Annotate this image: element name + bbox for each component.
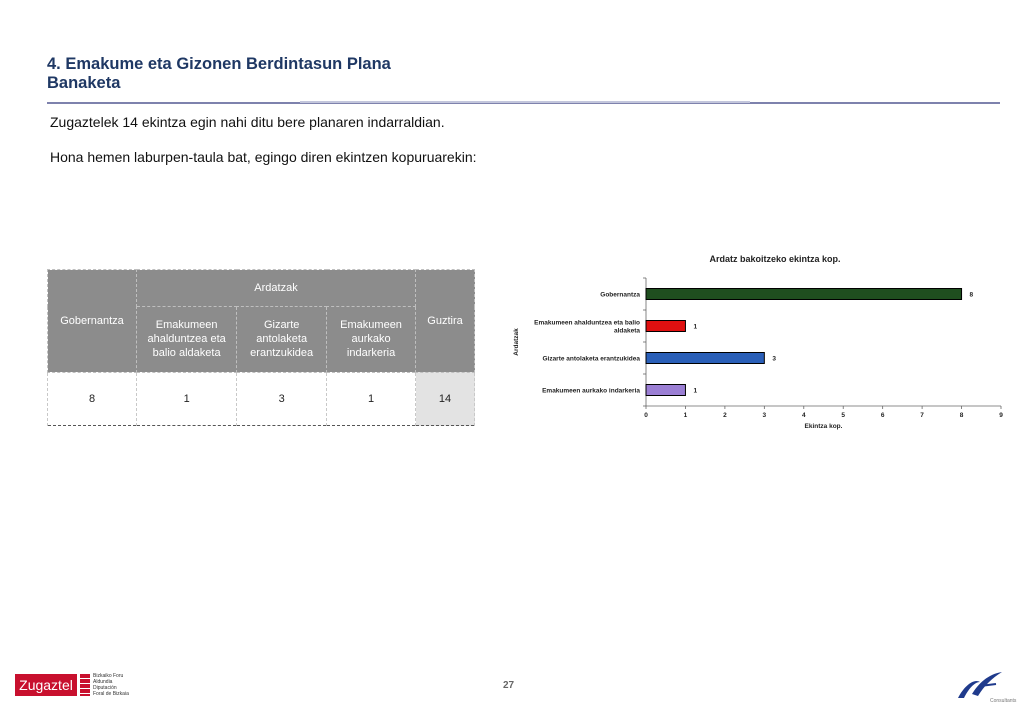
col-header-guztira: Guztira: [416, 270, 475, 373]
title-line-1: 4. Emakume eta Gizonen Berdintasun Plana: [47, 55, 391, 73]
x-tick-label: 8: [959, 412, 964, 419]
group-header-ardatzak: Ardatzak: [137, 270, 416, 307]
chart-title: Ardatz bakoitzeko ekintza kop.: [709, 254, 841, 264]
summary-paragraph: Hona hemen laburpen-taula bat, egingo diren ekintzen kopuruarekin:: [50, 149, 477, 165]
y-category-label: Gobernantza: [600, 291, 640, 299]
table-cell: 1: [327, 372, 416, 425]
bizkaia-emblem-icon: [80, 674, 90, 696]
zugaztel-logo: Zugaztel: [15, 674, 77, 696]
bizkaia-logo-text: Bizkaiko Foru Aldundia Diputación Foral de Bizkaia: [93, 673, 129, 697]
bar: [646, 289, 962, 300]
table-cell-total: 14: [416, 372, 475, 425]
x-tick-label: 9: [999, 412, 1003, 419]
actions-bar-chart: [505, 246, 1015, 436]
x-tick-label: 0: [644, 412, 648, 419]
consultants-label: Consultants: [990, 698, 1017, 704]
col-header-gizarte: Gizarte antolaketa erantzukidea: [237, 307, 327, 372]
table-cell: 1: [137, 372, 237, 425]
table-cell: 8: [48, 372, 137, 425]
bar-data-label: 1: [693, 387, 698, 395]
bar-data-label: 8: [969, 291, 974, 299]
bar: [646, 321, 685, 332]
title-line-2: Banaketa: [47, 74, 121, 92]
x-tick-label: 6: [880, 412, 885, 419]
bar-data-label: 1: [693, 323, 698, 331]
x-tick-label: 3: [762, 412, 767, 419]
page-title: [47, 55, 391, 93]
x-tick-label: 7: [920, 412, 924, 419]
y-axis-label: Ardatzak: [513, 328, 520, 356]
y-category-label: aldaketa: [613, 327, 640, 335]
x-tick-label: 1: [683, 412, 688, 419]
col-header-ahalduntzea: Emakumeen ahalduntzea eta balio aldaketa: [137, 307, 237, 372]
sf-consultants-logo: [950, 668, 1017, 704]
title-divider-highlight: [300, 101, 750, 103]
col-header-indarkeria: Emakumeen aurkako indarkeria: [327, 307, 416, 372]
x-axis-label: Ekintza kop.: [804, 423, 843, 430]
x-tick-label: 5: [841, 412, 846, 419]
intro-paragraph: Zugaztelek 14 ekintza egin nahi ditu bere planaren indarraldian.: [50, 114, 445, 130]
x-tick-label: 2: [723, 412, 727, 419]
bar: [646, 385, 685, 396]
y-category-label: Emakumeen ahalduntzea eta balio: [534, 319, 640, 327]
bar: [646, 353, 764, 364]
y-category-label: Gizarte antolaketa erantzukidea: [542, 355, 640, 363]
y-category-label: Emakumeen aurkako indarkeria: [542, 387, 640, 395]
bar-data-label: 3: [772, 355, 776, 363]
table-cell: 3: [237, 372, 327, 425]
col-header-gobernantza: Gobernantza: [48, 270, 137, 373]
table-row: [48, 372, 475, 425]
actions-summary-table: [47, 269, 475, 426]
x-tick-label: 4: [801, 412, 806, 419]
page-number: 27: [503, 680, 515, 691]
